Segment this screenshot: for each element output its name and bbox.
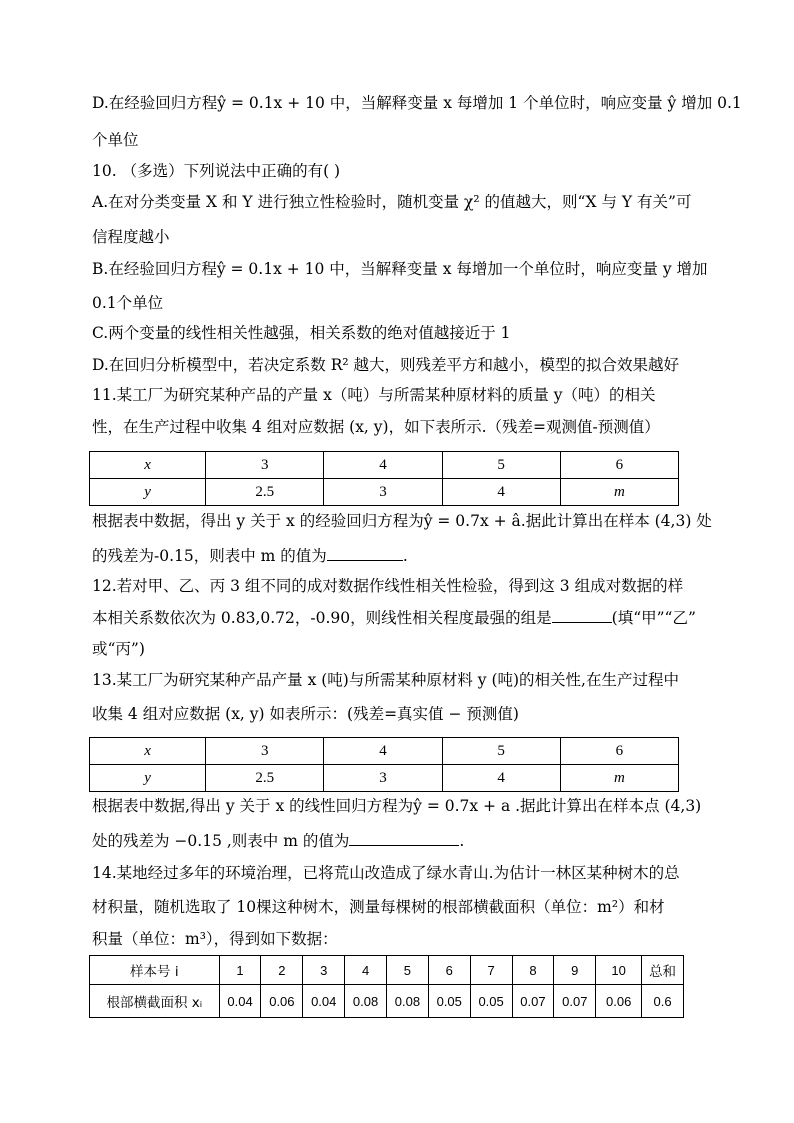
- table-cell: y: [90, 479, 206, 506]
- option-d-line: D.在回归分析模型中，若决定系数 R² 越大，则残差平方和越小，模型的拟合效果越好: [92, 356, 680, 374]
- text-segment: 处的残差为 −0.15 ,则表中 m 的值为: [92, 832, 350, 850]
- table-cell: 根部横截面积 xᵢ: [90, 985, 220, 1018]
- table-cell: y: [90, 765, 206, 792]
- option-c-line: C.两个变量的线性相关性越强，相关系数的绝对值越接近于 1: [92, 324, 511, 342]
- table-cell: m: [560, 479, 678, 506]
- question-14-stem: 14.某地经过多年的环境治理，已将荒山改造成了绿水青山.为估计一林区某种树木的总: [92, 864, 680, 882]
- text-line: 0.1个单位: [92, 294, 164, 312]
- table-cell: 5: [442, 452, 560, 479]
- table-cell: 6: [428, 956, 470, 985]
- question-13-stem: 13.某工厂为研究某种产品产量 x (吨)与所需某种原材料 y (吨)的相关性,在生产过程中: [92, 671, 679, 689]
- table-cell: 0.04: [219, 985, 261, 1018]
- text-segment: (填“甲”“乙”: [611, 609, 696, 627]
- text-segment: .: [402, 547, 408, 565]
- table-cell: 8: [512, 956, 554, 985]
- text-line: D.在经验回归方程ŷ = 0.1x + 10 中，当解释变量 x 每增加 1 个单位时，响应变量 ŷ 增加 0.1: [92, 94, 742, 112]
- table-cell: 4: [345, 956, 387, 985]
- table-cell: 7: [470, 956, 512, 985]
- table-row: [90, 956, 684, 985]
- table-row: [90, 738, 679, 765]
- text-line: 个单位: [92, 131, 139, 149]
- table-row: [90, 985, 684, 1018]
- data-table-11: [89, 451, 679, 506]
- data-table-14: [89, 955, 684, 1018]
- table-cell: 2.5: [206, 479, 324, 506]
- table-cell: 0.08: [345, 985, 387, 1018]
- table-cell: 0.04: [303, 985, 345, 1018]
- table-cell: 0.05: [428, 985, 470, 1018]
- text-line: [92, 545, 408, 567]
- text-line: 积量（单位：m³），得到如下数据：: [92, 930, 338, 948]
- table-cell: 0.08: [386, 985, 428, 1018]
- table-cell: 5: [386, 956, 428, 985]
- table-cell: 总和: [642, 956, 684, 985]
- table-row: [90, 452, 679, 479]
- table-cell: 4: [324, 452, 442, 479]
- table-cell: m: [560, 765, 678, 792]
- table-cell: 0.07: [554, 985, 596, 1018]
- text-line: [92, 607, 696, 629]
- table-cell: 9: [554, 956, 596, 985]
- text-line: 信程度越小: [92, 228, 170, 246]
- question-10-stem: 10. （多选）下列说法中正确的有( ): [92, 162, 341, 180]
- table-cell: 4: [442, 765, 560, 792]
- text-line: 根据表中数据,得出 y 关于 x 的线性回归方程为ŷ = 0.7x + a .据此计算出在样本点 (4,3): [92, 797, 702, 815]
- table-cell: 0.06: [261, 985, 303, 1018]
- text-segment: .: [459, 832, 465, 850]
- table-cell: 2: [261, 956, 303, 985]
- data-table-13: [89, 737, 679, 792]
- table-cell: 3: [324, 765, 442, 792]
- table-cell: x: [90, 452, 206, 479]
- option-b-line: B.在经验回归方程ŷ = 0.1x + 10 中，当解释变量 x 每增加一个单位时，响应变量 y 增加: [92, 260, 708, 278]
- table-row: [90, 479, 679, 506]
- table-cell: 3: [303, 956, 345, 985]
- table-cell: 4: [324, 738, 442, 765]
- answer-blank[interactable]: [349, 830, 459, 846]
- table-cell: 5: [442, 738, 560, 765]
- table-cell: x: [90, 738, 206, 765]
- table-cell: 3: [206, 452, 324, 479]
- text-line: [92, 830, 464, 852]
- answer-blank[interactable]: [552, 607, 612, 623]
- table-cell: 6: [560, 452, 678, 479]
- text-line: 根据表中数据，得出 y 关于 x 的经验回归方程为ŷ = 0.7x + â.据此计算出在样本 (4,3) 处: [92, 512, 712, 530]
- table-cell: 10: [596, 956, 642, 985]
- table-cell: 样本号 i: [90, 956, 220, 985]
- table-cell: 0.05: [470, 985, 512, 1018]
- text-segment: 本相关系数依次为 0.83,0.72，-0.90，则线性相关程度最强的组是: [92, 609, 552, 627]
- table-cell: 6: [560, 738, 678, 765]
- table-cell: 1: [219, 956, 261, 985]
- table-row: [90, 765, 679, 792]
- table-cell: 0.6: [642, 985, 684, 1018]
- table-cell: 4: [442, 479, 560, 506]
- table-cell: 2.5: [206, 765, 324, 792]
- table-cell: 3: [324, 479, 442, 506]
- question-11-stem: 11.某工厂为研究某种产品的产量 x（吨）与所需某种原材料的质量 y（吨）的相关: [92, 386, 656, 404]
- question-12-stem: 12.若对甲、乙、丙 3 组不同的成对数据作线性相关性检验，得到这 3 组成对数据的样: [92, 577, 684, 595]
- answer-blank[interactable]: [327, 545, 403, 561]
- option-a-line: A.在对分类变量 X 和 Y 进行独立性检验时，随机变量 χ² 的值越大，则“X 与 Y 有关”可: [92, 193, 692, 211]
- text-line: 材积量，随机选取了 10棵这种树木，测量每棵树的根部横截面积（单位：m²）和材: [92, 898, 665, 916]
- text-line: 收集 4 组对应数据 (x, y) 如表所示：(残差=真实值 − 预测值): [92, 705, 519, 723]
- table-cell: 3: [206, 738, 324, 765]
- text-segment: 的残差为-0.15，则表中 m 的值为: [92, 547, 327, 565]
- table-cell: 0.07: [512, 985, 554, 1018]
- table-cell: 0.06: [596, 985, 642, 1018]
- text-line: 性，在生产过程中收集 4 组对应数据 (x, y)，如下表所示.（残差=观测值-预测值）: [92, 418, 660, 436]
- text-line: 或“丙”): [92, 640, 145, 658]
